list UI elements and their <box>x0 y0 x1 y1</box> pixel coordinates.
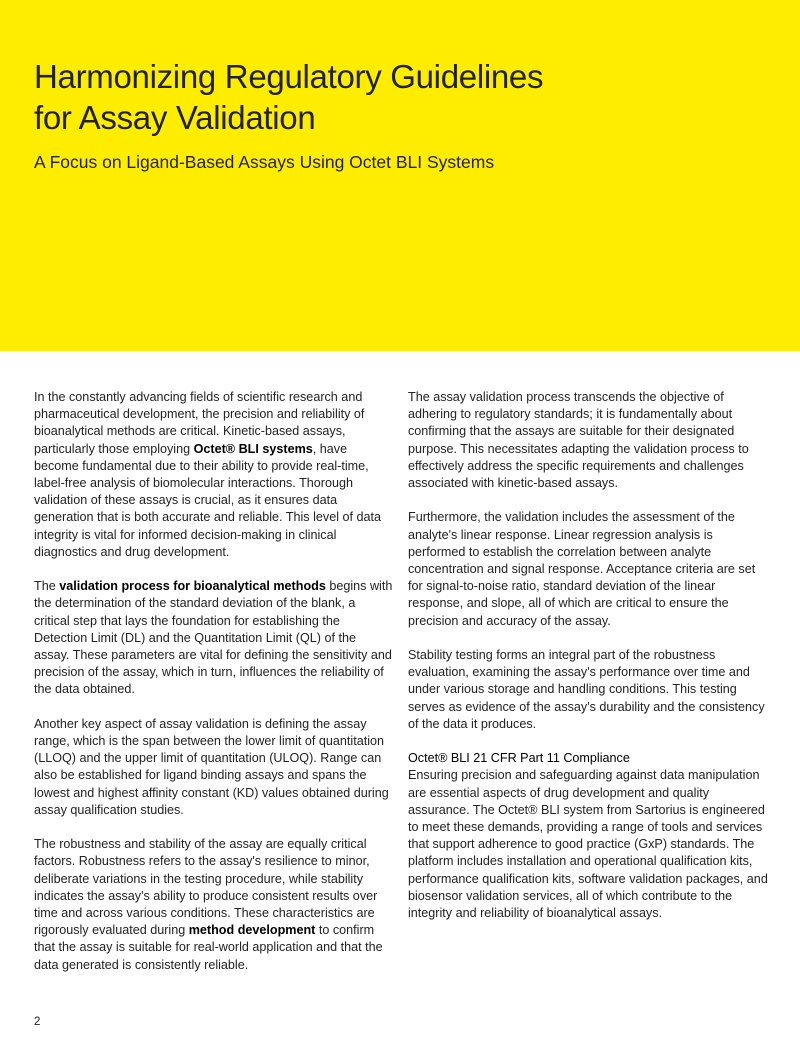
page-number: 2 <box>34 1016 41 1028</box>
assay-range-paragraph: Another key aspect of assay validation is defining the assay range, which is the span between the lower limit of quantitation (LLOQ) and the upper limit of quantitation (ULOQ). Range can also be established for ligand binding assays and spans the lowest and highest affinity constant (KD) values obtained during assay qualification studies. <box>34 716 389 817</box>
title-line-2: for Assay Validation <box>34 99 316 136</box>
right-column <box>408 389 770 922</box>
stability-paragraph: Stability testing forms an integral part of the robustness evaluation, examining the assay's performance over time and under various storage and handling conditions. This testing serves as evidence of the assay's durability and the consistency of the data it produces. <box>408 648 765 731</box>
validation-purpose-paragraph: The assay validation process transcends the objective of adhering to regulatory standards; it is fundamentally about confirming that the assays are suitable for their designated purpose. This necessitates adapting the validation process to effectively address the specific requirements and challenges associated with kinetic-based assays. <box>408 390 749 491</box>
compliance-heading: Octet® BLI 21 CFR Part 11 Compliance <box>408 751 630 766</box>
left-column <box>34 389 394 974</box>
page-title <box>34 56 543 138</box>
octet-bli-systems-link[interactable]: Octet® BLI systems <box>193 441 313 456</box>
compliance-section <box>408 750 770 922</box>
validation-process-link[interactable]: validation process for bioanalytical methods <box>59 579 326 594</box>
linear-response-paragraph: Furthermore, the validation includes the assessment of the analyte's linear response. Linear regression analysis is performed to establish the correlation between analyte concentration and signal response. Acceptance criteria are set for signal-to-noise ratio, standard deviation of the linear response, and slope, all of which are critical to ensure the precision and accuracy of the assay. <box>408 510 756 628</box>
title-line-1: Harmonizing Regulatory Guidelines <box>34 58 544 95</box>
compliance-text: Ensuring precision and safeguarding against data manipulation are essential aspects of drug development and quality assurance. The Octet® BLI system from Sartorius is engineered to meet these demands, providing a range of tools and services that support adherence to good practice (GxP) standards. The platform includes installation and operational qualification kits, performance qualification kits, software validation packages, and biosensor validation services, all of which contribute to the integrity and reliability of bioanalytical assays. <box>408 768 768 921</box>
title-banner <box>0 0 800 351</box>
method-development-link[interactable]: method development <box>188 923 316 938</box>
robustness-paragraph: The robustness and stability of the assay are equally critical factors. Robustness refers to the assay's resilience to minor, deliberate variations in the testing procedure, while stability indicates the assay's ability to produce consistent results over time and across various conditions. These characteristics are rigorously evaluated during method development to confirm that the assay is suitable for real-world application and that the data generated is consistently reliable. <box>34 837 383 972</box>
intro-paragraph: In the constantly advancing fields of scientific research and pharmaceutical development, the precision and reliability of bioanalytical methods are critical. Kinetic-based assays, particularly those employing Octet® BLI systems, have become fundamental due to their ability to provide real-time, label-free analysis of biomolecular interactions. Thorough validation of these assays is crucial, as it ensures data generation that is both accurate and reliable. This level of data integrity is vital for informed decision-making in clinical diagnostics and drug development. <box>34 390 382 559</box>
validation-process-paragraph: The validation process for bioanalytical methods begins with the determination of the standard deviation of the blank, a critical step that lays the foundation for establishing the Detection Limit (DL) and the Quantitation Limit (QL) of the assay. These parameters are vital for defining the sensitivity and precision of the assay, which in turn, influences the reliability of the data obtained. <box>34 579 393 697</box>
page-subtitle: A Focus on Ligand-Based Assays Using Octet BLI Systems <box>34 152 495 172</box>
